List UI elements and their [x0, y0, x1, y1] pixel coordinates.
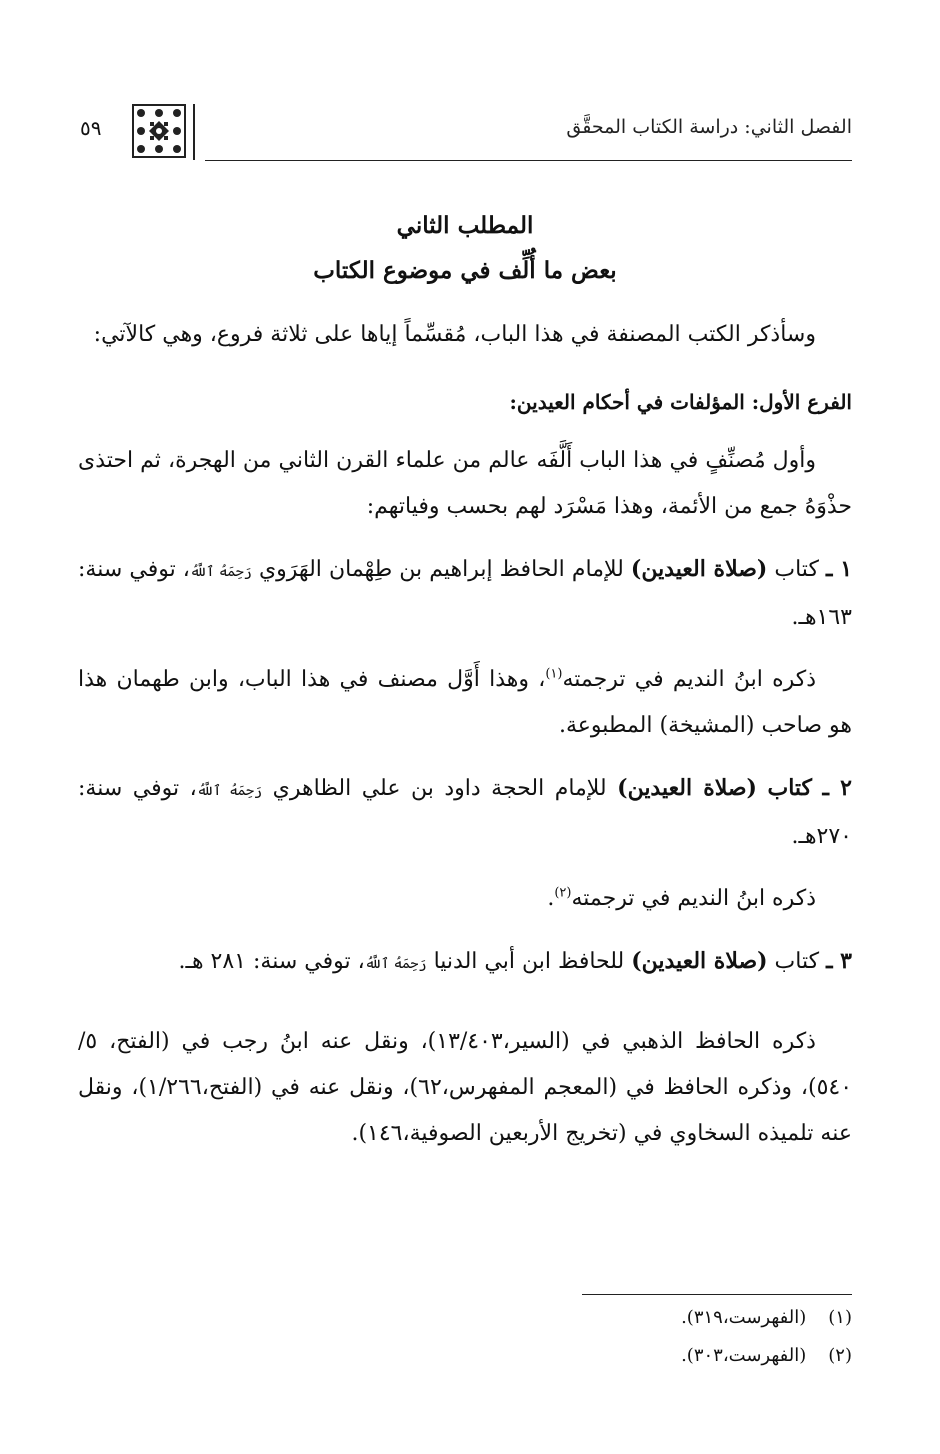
salutation-glyph: رَحِمَهُ ٱللَّهُ — [364, 956, 427, 972]
page-number: ٥٩ — [80, 116, 102, 140]
item-author: للإمام الحافظ إبراهيم بن طِهْمان الهَرَوي — [258, 557, 624, 582]
header-divider — [193, 104, 195, 160]
item-label: كتاب — [774, 557, 819, 582]
item-number: ٢ ـ — [822, 775, 852, 801]
salutation-glyph: رَحِمَهُ ٱللَّهُ — [196, 783, 263, 799]
salutation-glyph: رَحِمَهُ ٱللَّهُ — [189, 564, 252, 580]
note-paragraph — [78, 876, 852, 922]
item-death-year: ، توفي سنة: ١٦٣هـ. — [78, 557, 852, 630]
footnote-text: (الفهرست،٣٠٣). — [681, 1345, 807, 1366]
list-item — [78, 546, 852, 641]
footnote-text: (الفهرست،٣١٩). — [681, 1307, 807, 1328]
section-subtitle: بعض ما أُلِّف في موضوع الكتاب — [313, 257, 617, 284]
item-author: للحافظ ابن أبي الدنيا — [433, 949, 625, 974]
item-death-year: ، توفي سنة: ٢٧٠هـ. — [78, 776, 852, 849]
section-title: المطلب الثاني — [396, 212, 534, 239]
item-author: للإمام الحجة داود بن علي الظاهري — [272, 776, 607, 801]
item-book-title: (صلاة العيدين) — [617, 775, 757, 801]
footnotes — [78, 1294, 852, 1371]
note-text: ، وهذا أَوَّل مصنف في هذا الباب، وابن طهمان هذا هو صاحب (المشيخة) المطبوعة. — [78, 667, 852, 738]
footnote — [78, 1303, 852, 1333]
branch-heading: الفرع الأول: المؤلفات في أحكام العيدين: — [509, 390, 852, 414]
footnote-ref[interactable]: (١) — [545, 666, 563, 682]
item-book-title: (صلاة العيدين) — [630, 556, 768, 582]
item-number: ٣ ـ — [826, 948, 852, 974]
note-text: ذكره ابنُ النديم في ترجمته — [562, 667, 816, 692]
chapter-title: الفصل الثاني: دراسة الكتاب المحقَّق — [566, 116, 852, 138]
footnote-rule — [582, 1294, 852, 1295]
item-death-year: ، توفي سنة: ٢٨١ هـ. — [178, 949, 365, 974]
footnote-number: (١) — [828, 1307, 852, 1328]
intro-paragraph: وسأذكر الكتب المصنفة في هذا الباب، مُقسِّماً إياها على ثلاثة فروع، وهي كالآتي: — [93, 322, 816, 347]
note-text: . — [547, 886, 555, 911]
item-number: ١ ـ — [826, 556, 853, 582]
note-paragraph: ذكره الحافظ الذهبي في (السير،١٣/٤٠٣)، ونقل عنه ابنُ رجب في (الفتح، ٥/ ٥٤٠)، وذكره الحافظ في (المعجم المفهرس،٦٢)، ونقل عنه في (الفتح،١/٢٦٦)، ونقل عنه تلميذه السخاوي في (تخريج الأربعين الصوفية،١٤٦). — [78, 1029, 853, 1146]
footnote — [78, 1341, 852, 1371]
note-paragraph — [78, 657, 852, 749]
arabesque-ornament-icon — [132, 104, 186, 158]
item-book-title: (صلاة العيدين) — [631, 948, 768, 974]
footnote-ref[interactable]: (٢) — [554, 885, 572, 901]
item-label: كتاب — [774, 949, 820, 974]
list-item — [78, 765, 852, 860]
main-content — [78, 200, 852, 1157]
page-header — [80, 98, 852, 164]
paragraph-first-author: وأول مُصنِّفٍ في هذا الباب أَلَّفَه عالم من علماء القرن الثاني من الهجرة، ثم احتذى حذْوَهُ جمع من الأئمة، وهذا مَسْرَد لهم بحسب وفياتهم: — [78, 448, 852, 519]
header-rule — [205, 160, 852, 161]
footnote-number: (٢) — [828, 1345, 852, 1366]
item-label: كتاب — [767, 775, 813, 801]
note-text: ذكره ابنُ النديم في ترجمته — [571, 886, 816, 911]
list-item — [78, 938, 852, 987]
